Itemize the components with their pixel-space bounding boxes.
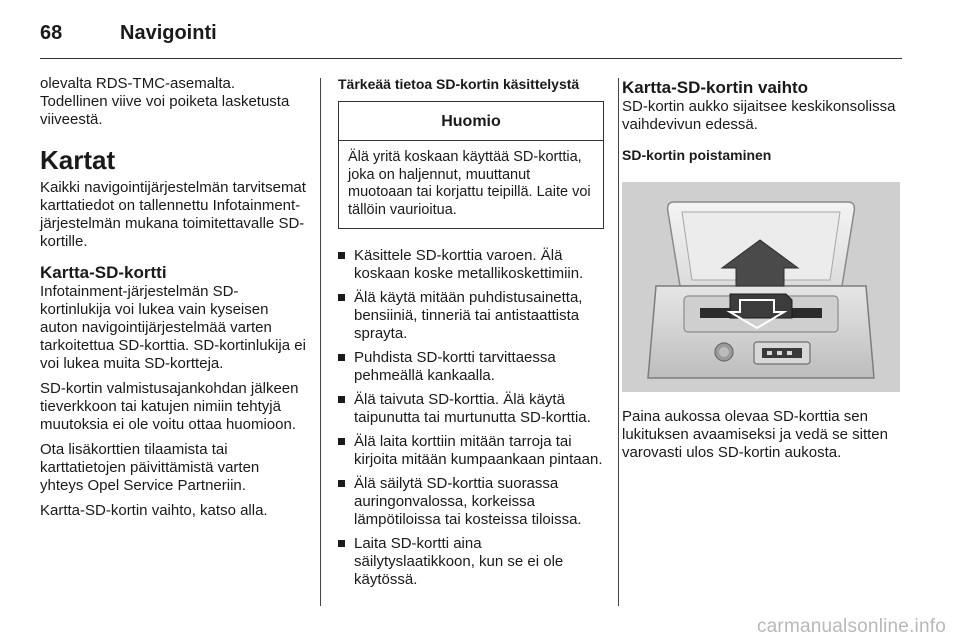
section-paragraph: Kaikki navigointijärjestelmän tarvitsemat karttatiedot on tallennettu Infotainment-järjestelmän mukana toimitettavalle SD-kortille. xyxy=(40,179,306,250)
column-divider-1 xyxy=(320,78,321,606)
page-number: 68 xyxy=(40,21,63,44)
sd-slot-illustration xyxy=(622,182,900,392)
notice-title: Huomio xyxy=(339,102,603,141)
notice-text: Älä yritä koskaan käyttää SD-korttia, joka on haljennut, muuttanut muotoaan tai korjattu teipillä. Laite voi tällöin vaurioitua. xyxy=(348,149,591,218)
sd-replace-heading: Kartta-SD-kortin vaihto xyxy=(622,78,809,97)
list-item: Käsittele SD-korttia varoen. Älä koskaan koske metallikoskettimiin. xyxy=(338,247,604,283)
sd-slot-location-text: SD-kortin aukko sijaitsee keskikonsolissa vaihdevivun edessä. xyxy=(622,98,896,133)
sd-slot-drawing xyxy=(622,182,900,392)
bullet-icon xyxy=(338,294,345,301)
chapter-title: Navigointi xyxy=(120,21,217,44)
handling-bullet-list xyxy=(338,247,604,589)
column-3 xyxy=(622,75,904,469)
subsection-title-sd-card: Kartta-SD-kortti xyxy=(40,263,167,282)
notice-box xyxy=(338,101,604,229)
paragraph: Ota lisäkorttien tilaamista tai karttatietojen päivittämistä varten yhteys Opel Service Partneriin. xyxy=(40,441,260,494)
column-2 xyxy=(338,75,604,595)
sd-handling-heading: Tärkeää tietoa SD-kortin käsittelystä xyxy=(338,76,580,92)
list-item: Älä taivuta SD-korttia. Älä käytä taipunutta tai murtunutta SD-korttia. xyxy=(338,391,604,427)
figure-caption: Paina aukossa olevaa SD-korttia sen lukituksen avaamiseksi ja vedä se sitten varovasti ulos SD-kortin aukosta. xyxy=(622,408,888,461)
bullet-icon xyxy=(338,252,345,259)
list-item: Älä käytä mitään puhdistusainetta, bensiiniä, tinneriä tai antistaattista sprayta. xyxy=(338,289,604,343)
bullet-icon xyxy=(338,396,345,403)
list-item: Puhdista SD-kortti tarvittaessa pehmeällä kankaalla. xyxy=(338,349,604,385)
column-divider-2 xyxy=(618,78,619,606)
sd-remove-subheading: SD-kortin poistaminen xyxy=(622,147,772,163)
column-1 xyxy=(40,75,306,527)
list-item: Älä säilytä SD-korttia suorassa auringonvalossa, korkeissa lämpötiloissa tai kosteissa tiloissa. xyxy=(338,475,604,529)
intro-paragraph: olevalta RDS-TMC-asemalta. Todellinen viive voi poiketa lasketusta viiveestä. xyxy=(40,75,290,128)
paragraph: Infotainment-järjestelmän SD-kortinlukija voi lukea vain kyseisen auton navigointijärjestelmää varten tarkoitettua SD-korttia. SD-kortinlukija ei voi lukea muita SD-kortteja. xyxy=(40,283,306,372)
cross-reference: Kartta-SD-kortin vaihto, katso alla. xyxy=(40,502,268,519)
paragraph: SD-kortin valmistusajankohdan jälkeen tieverkkoon tai katujen nimiin tehtyjä muutoksia ei ole voitu ottaa huomioon. xyxy=(40,380,299,433)
bullet-icon xyxy=(338,354,345,361)
site-watermark: carmanualsonline.info xyxy=(756,616,946,637)
bullet-icon xyxy=(338,438,345,445)
list-item: Laita SD-kortti aina säilytyslaatikkoon, kun se ei ole käytössä. xyxy=(338,535,604,589)
bullet-icon xyxy=(338,540,345,547)
section-title-kartat: Kartat xyxy=(40,145,116,175)
bullet-icon xyxy=(338,480,345,487)
page-header xyxy=(40,20,217,46)
header-divider xyxy=(40,58,902,59)
list-item: Älä laita korttiin mitään tarroja tai kirjoita mitään kumpaankaan pintaan. xyxy=(338,433,604,469)
